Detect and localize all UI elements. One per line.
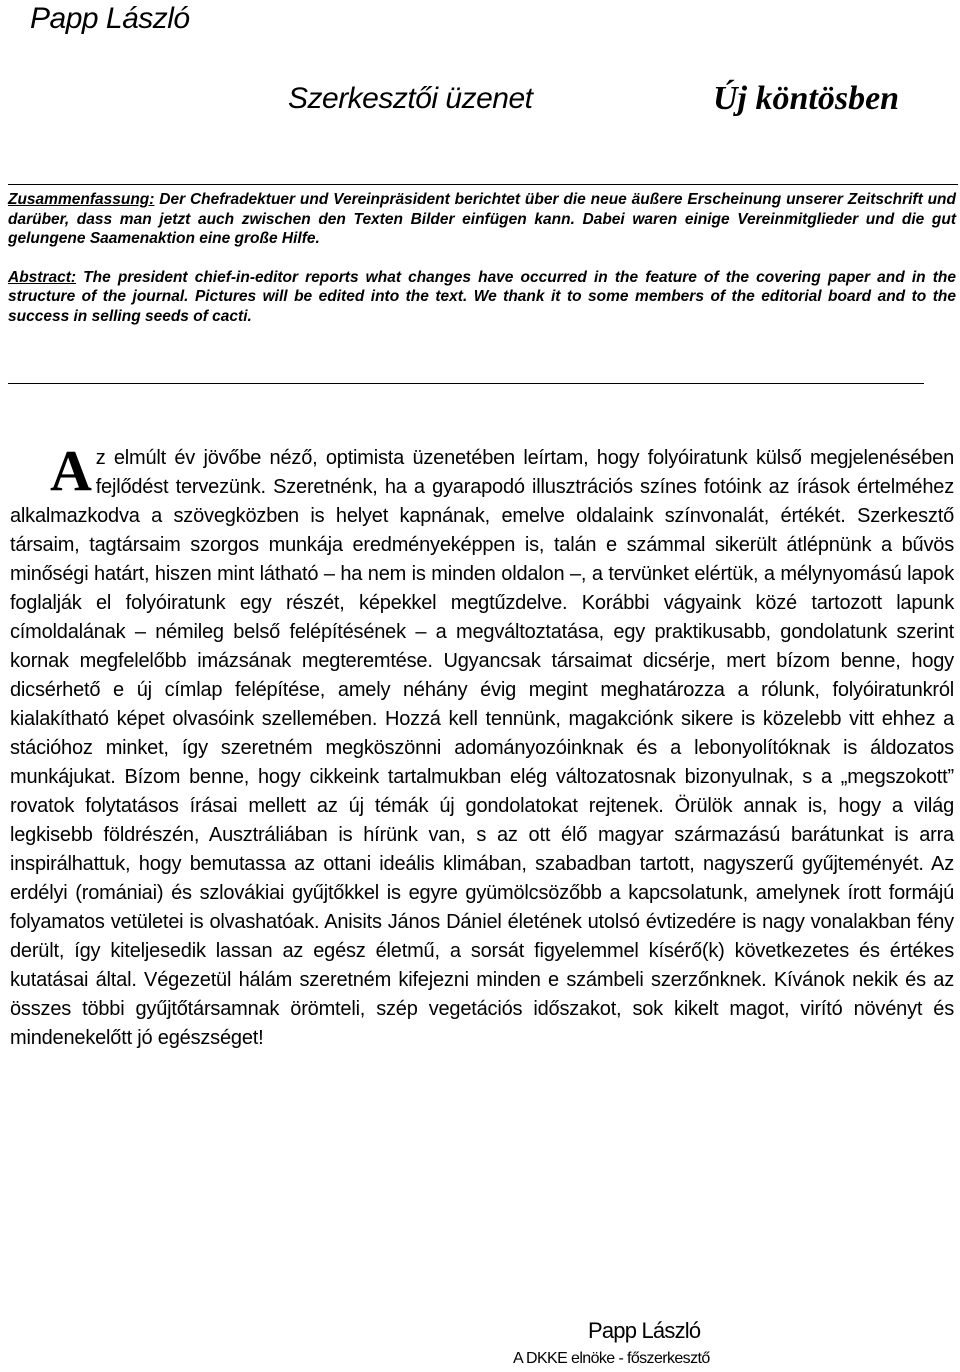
section-label: Szerkesztői üzenet (288, 82, 533, 115)
english-abstract-text: The president chief-in-editor reports what changes have occurred in the feature of the covering paper and in the structure of the journal. Pictures will be edited into the text. We thank it to some members of the editorial board and to the success in selling seeds of cacti. (8, 268, 956, 325)
english-abstract (8, 268, 956, 327)
abstract-top-rule (8, 184, 958, 185)
article-title: Új köntösben (713, 80, 900, 117)
german-summary-text: Der Chefradektuer und Vereinpräsident berichtet über die neue äußere Erscheinung unserer Zeitschrift und darüber, dass man jetzt auch zwischen den Texten Bilder einfügen kann. Dabei waren einige Vereinmitglieder und die gut gelungene Saamenaktion eine große Hilfe. (8, 191, 956, 247)
english-abstract-label: Abstract: (8, 268, 77, 286)
abstracts-block (8, 190, 956, 326)
author-name: Papp László (30, 2, 190, 35)
signature-name: Papp László (588, 1318, 701, 1343)
signature-role: A DKKE elnöke - főszerkesztő (513, 1350, 710, 1367)
german-summary-label: Zusammenfassung: (8, 191, 155, 208)
article-body (10, 438, 954, 1053)
abstract-bottom-rule (8, 383, 924, 384)
article-body-text: z elmúlt év jövőbe néző, optimista üzenetében leírtam, hogy folyóiratunk külső megjelenésében fejlődést tervezünk. Szeretnénk, ha a gyarapodó illusztrációs színes fotóink az írások értelméhez alkalmazkodva a szövegközben is helyet kapnának, emelve oldalaink színvonalát, értékét. Szerkesztő társaim, tagtársaim szorgos munkája eredményeképpen is, talán e számmal sikerült átlépnünk a bűvös minőségi határt, hiszen mint látható – ha nem is minden oldalon –, a tervünket elértük, a mélynyomású lapok foglalják el folyóiratunk egy részét, képekkel megtűzdelve. Korábbi vágyaink közé tartozott lapunk címoldalának – némileg belső felépítésének – a megváltoztatása, egy praktikusabb, gondolatunk szerint kornak megfelelőbb imázsának megteremtése. Ugyancsak társaimat dicsérje, mert bízom benne, hogy dicsérhető e új címlap felépítése, amely néhány évig megint meghatározza a rólunk, folyóiratunkról kialakítható képet olvasóink szellemében. Hozzá kell tennünk, magakciónk sikere is közelebb vitt ehhez a stációhoz minket, így szeretném megköszönni adományozóinknak és a lebonyolítóknak is áldozatos munkájukat. Bízom benne, hogy cikkeink tartalmukban elég változatosnak bizonyulnak, s a „megszokott” rovatok folytatásos írásai mellett az új témák új gondolatokat rejtenek. Örülök annak is, hogy a világ legkisebb földrészén, Ausztráliában is hírünk van, s az ott élő magyar származású barátunkat is arra inspirálhattuk, hogy bemutassa az ottani ideális klimában, szabadban tartott, nagyszerű gyűjteményét. Az erdélyi (romániai) és szlovákiai gyűjtőkkel is egyre gyümölcsözőbb a kapcsolatunk, amelynek írott formájú folyamatos vetületei is olvashatóak. Anisits János Dániel életének utolsó évtizedére is nagy vonalakban fény derült, így kiteljesedik lassan az egész életmű, a sorsát figyelemmel kísérő(k) következetes és értékes kutatásai által. Végezetül hálám szeretném kifejezni minden e számbeli szerzőnknek. Kívánok nekik és az összes többi gyűjtőtársamnak örömteli, szép vegetációs időszakot, sok kikelt magot, virító növényt és mindenekelőtt jó egészséget! (10, 447, 954, 1049)
german-summary (8, 190, 956, 249)
drop-cap: A (50, 438, 92, 503)
